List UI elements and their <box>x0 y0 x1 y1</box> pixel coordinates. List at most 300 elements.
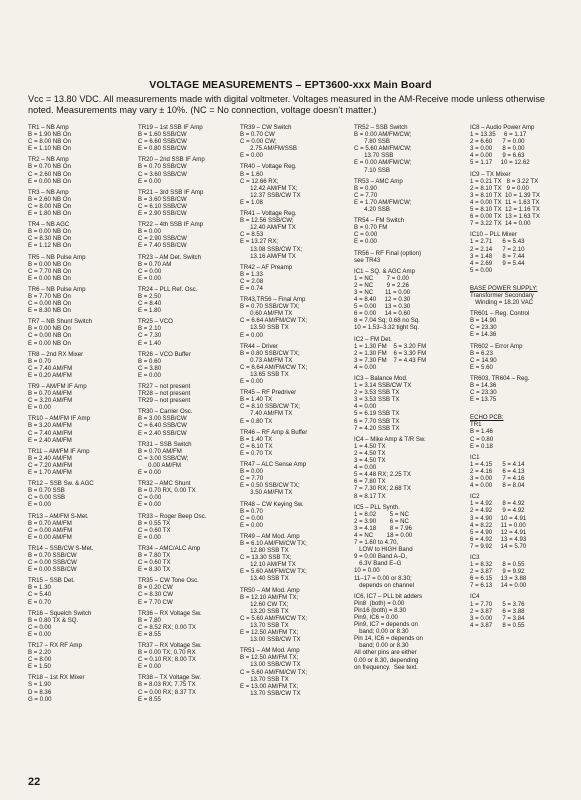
entry-title: TR10 – AM/FM IF Amp <box>28 415 90 423</box>
entry-line: Pin 14, IC6 = depends on <box>354 635 423 643</box>
entry-line: 3 = 0.00 7 = 4.16 <box>470 475 525 483</box>
entry-line: 4 = 8.22 11 = 0.00 <box>470 521 526 529</box>
entry-line: 6 = 7.70 SSB TX <box>354 417 400 425</box>
entry-title: IC2 – FM Det. <box>354 335 392 343</box>
measurement-entry <box>28 545 94 573</box>
measurement-entry <box>470 454 540 489</box>
entry-line: 2 = 8.10 TX 9 = 0.00 <box>470 184 529 192</box>
entry-line: 12.60 CW TX; <box>240 600 289 608</box>
entry-line: 13.50 SSB TX <box>240 324 289 332</box>
entry-line: C = 6.10 SSB/CW <box>138 202 187 210</box>
entry-line: C = 6.60 SSB/CW <box>138 138 187 146</box>
entry-line: Transformer Secondary <box>470 291 534 299</box>
entry-line: E = 0.00 <box>240 152 263 160</box>
entry-title: TR35 – CW Tone Osc. <box>138 577 199 585</box>
entry-line: E = 13.00 AM/FM TX; <box>240 682 299 690</box>
entry-title: IC3 <box>470 553 480 561</box>
measurement-entry <box>470 310 540 338</box>
entry-line: 4.20 SSB <box>354 206 390 214</box>
entry-line: C = 0.80 <box>470 435 494 443</box>
entry-line: 12.37 SSB/CW TX <box>240 191 301 199</box>
entry-line: 3 = 4.90 10 = 4.91 <box>470 514 527 522</box>
measurement-entry <box>240 647 307 697</box>
measurement-entry <box>138 577 206 605</box>
entry-line: 2 = 4.50 TX <box>354 449 386 457</box>
entry-title: TR14 – SSB/CW S-Met. <box>28 544 94 552</box>
entry-line: 3 = 3.53 SSB TX <box>354 396 400 404</box>
measurement-entry <box>28 480 94 508</box>
entry-line: band; 0.00 or 8.30 <box>354 642 409 650</box>
measurement-entry <box>240 296 307 339</box>
entry-line: 5 = 1.17 10 = 12.62 <box>470 159 530 167</box>
measurement-entry <box>470 414 540 449</box>
entry-line: B = 0.70 AM/FM <box>28 519 72 527</box>
entry-title: TR16 – Squelch Switch <box>28 609 92 617</box>
entry-line: 1 = 0.21 TX 8 = 3.22 TX <box>470 177 539 185</box>
measurement-entry <box>470 124 540 167</box>
section-spacer <box>470 278 540 285</box>
entry-line: B = 14.36 <box>470 382 497 389</box>
entry-line: 13.00 SSB/CW TX <box>240 661 301 669</box>
entry-line: 1 = 8.32 8 = 0.55 <box>470 561 525 569</box>
entry-title: TR36 – RX Voltage Sw. <box>138 609 202 617</box>
entry-line: B = 2.10 <box>138 325 161 333</box>
entry-line: E = 14.36 <box>470 331 497 339</box>
entry-line: 1 = 4.50 TX <box>354 442 386 450</box>
entry-title: TR43,TR56 – Final Amp <box>240 296 306 304</box>
entry-line: E = 7.40 SSB/CW <box>138 242 187 250</box>
entry-line: 4 = 8.40 12 = 0.30 <box>354 296 411 304</box>
entry-line: 4 = 0.00 8 = 8.04 <box>470 482 525 490</box>
entry-title: TR47 – ALC Sense Amp <box>240 461 307 469</box>
entry-line: C = 8.53 <box>240 231 264 239</box>
entry-line: B = 7.80 <box>138 616 161 624</box>
measurement-entry <box>138 351 206 379</box>
entry-line: C = 0.00 AM/FM <box>28 526 73 534</box>
entry-line: B = 0.55 TX <box>138 519 171 527</box>
measurement-entry <box>28 351 94 379</box>
entry-line: E = 0.00 NB On <box>28 339 71 347</box>
measurement-entry <box>470 375 540 403</box>
entry-line: B = 6.10 AM/FM/CW TX; <box>240 539 307 547</box>
entry-line: B = 0.00 AM/FM/CW; <box>354 131 412 139</box>
entry-title: TR33 – Roger Beep Osc. <box>138 512 207 520</box>
entry-line: 10 = 1.53–3.32 tight Sq. <box>354 324 419 332</box>
entry-line: E = 0.00 <box>240 331 263 339</box>
entry-line: B = 1.40 TX <box>240 435 273 443</box>
entry-title: IC5 – PLL Synth. <box>354 503 400 511</box>
entry-line: C = 0.60 TX <box>138 559 171 567</box>
entry-line: B = 3.60 SSB/CW <box>138 195 187 203</box>
entry-line: C = 7.40 AM/FM <box>28 429 73 437</box>
entry-line: C = 3.80 <box>138 364 162 372</box>
entry-title: TR54 – FM Switch <box>354 217 405 225</box>
measurement-entry <box>138 254 206 282</box>
entry-line: 0.73 AM/FM TX <box>240 356 293 364</box>
entry-line: C = 0.00 <box>240 514 264 522</box>
entry-line: Pin16 (both) = 8.30 <box>354 606 407 614</box>
measurement-entry <box>28 156 94 184</box>
entry-title: TR4 – NB AGC <box>28 221 70 229</box>
entry-line: E = 8.55 <box>138 695 161 703</box>
entry-line: E = 0.00 <box>28 501 51 509</box>
page-number: 22 <box>28 776 41 788</box>
entry-line: C = 0.00 NB On <box>28 300 72 308</box>
entry-line: B = 12.50 AM/FM TX; <box>240 654 299 662</box>
entry-line: C = 7.70 <box>240 475 264 483</box>
entry-line: C = 8.52 RX; 0.00 TX <box>138 623 196 631</box>
measurement-entry <box>138 674 206 702</box>
entry-line: B = 6.23 <box>470 349 493 357</box>
entry-line: B = 2.40 AM/FM <box>28 454 72 462</box>
measurement-entry <box>354 124 426 174</box>
entry-line: E = 5.60 AM/FM/CW TX; <box>240 568 307 576</box>
entry-line: 6 = 0.00 TX 13 = 1.63 TX <box>470 213 540 221</box>
entry-title: TR46 – RF Amp & Buffer <box>240 428 308 436</box>
entry-line: E = 0.00 <box>138 274 161 282</box>
measurement-entry <box>138 408 206 436</box>
entry-line: E = 0.50 SSB/CW TX; <box>240 482 300 490</box>
entry-line: 10 = 0.00 <box>354 567 380 575</box>
entry-line: E = 0.00 <box>240 521 263 529</box>
measurement-entry <box>28 415 94 443</box>
measurement-entry <box>138 545 206 573</box>
entry-line: C = 8.10 SSB/CW TX; <box>240 403 301 411</box>
measurement-entry <box>138 642 206 670</box>
measurement-entry <box>28 513 94 541</box>
entry-line: C = 8.30 NB On <box>28 235 72 243</box>
entry-line: 8 = 7.04 Sq; 0.68 no Sq. <box>354 317 420 325</box>
column-1 <box>28 124 94 707</box>
measurement-entry <box>354 250 426 264</box>
entry-line: 1 = 8.02 5 = NC <box>354 510 409 518</box>
entry-line: E = 0.70 <box>28 598 51 606</box>
entry-line: C = 3.00 SSB/CW; <box>138 454 189 462</box>
entry-title: IC6, IC7 – PLL bit adders <box>354 592 423 600</box>
entry-line: C = 7.20 AM/FM <box>28 461 73 469</box>
entry-title: TR6 – NB Pulse Amp <box>28 285 86 293</box>
entry-title: TR22 – 4th SSB IF Amp <box>138 221 204 229</box>
entry-line: 13.70 SSB/CW TX <box>240 689 301 697</box>
entry-line: E = 0.00 AM/FM <box>28 533 72 541</box>
entry-line: E = 0.00 <box>138 177 161 185</box>
entry-line: 13.70 SSB <box>354 152 394 160</box>
entry-line: C = 14.90 <box>470 356 497 364</box>
entry-line: 3 = 0.00 7 = 3.84 <box>470 614 525 622</box>
entry-line: C = 7.70 NB On <box>28 267 72 275</box>
entry-line: C = 0.00 <box>28 623 52 631</box>
measurement-entry <box>28 577 94 605</box>
entry-title: IC8 – Audio Power Amp <box>470 124 535 131</box>
entry-line: see TR43 <box>354 256 381 264</box>
entry-line: B = 0.20 CW <box>138 584 173 592</box>
entry-line: 13.08 SSB/CW TX; <box>240 245 303 253</box>
entry-line: E = 0.00 <box>28 630 51 638</box>
entry-line: 5 = 6.19 SSB TX <box>354 410 400 418</box>
entry-line: 7.40 AM/FM TX <box>240 410 293 418</box>
measurement-entry <box>354 504 426 589</box>
entry-title: TR5 – NB Pulse Amp <box>28 253 86 261</box>
entry-line: 3 = 1.48 8 = 7.44 <box>470 252 525 260</box>
measurement-entry <box>354 436 426 500</box>
entry-line: E = 0.80 TX <box>240 417 273 425</box>
entry-line: B = 0.70 SSB <box>28 487 65 495</box>
entry-line: C = 0.00 <box>138 267 162 275</box>
measurement-entry <box>354 336 426 371</box>
entry-line: E = 8.30 TX <box>138 566 171 574</box>
entry-line: E = 1.70 AM/FM/CW; <box>354 198 412 206</box>
column-5 <box>470 124 540 633</box>
measurement-entry <box>470 285 540 306</box>
entry-line: 3 = 4.50 TX <box>354 457 386 465</box>
entry-line: 13.20 SSB TX <box>240 607 289 615</box>
measurement-entry <box>240 533 307 583</box>
entry-line: 1 = 4.92 8 = 4.92 <box>470 500 525 508</box>
measurement-entry <box>138 124 206 152</box>
measurement-entry <box>138 441 206 476</box>
entry-line: 6 = 0.00 14 = 0.60 <box>354 310 411 318</box>
entry-line: B = 0.60 <box>138 357 161 365</box>
entry-line: 3 = NC 11 = 0.00 <box>354 288 411 296</box>
entry-line: E = 1.10 NB On <box>28 145 71 153</box>
entry-line: E = 0.00 AM/FM/CW; <box>354 159 412 167</box>
entry-title: TR21 – 3rd SSB IF Amp <box>138 188 204 196</box>
entry-line: E = 13.75 <box>470 396 497 404</box>
entry-title: TR19 – 1st SSB IF Amp <box>138 124 203 131</box>
entry-line: Winding = 18.20 VAC <box>470 299 534 307</box>
entry-line: B = 0.70 AM <box>138 260 172 268</box>
entry-title: TR49 – AM Mod. Amp <box>240 532 300 540</box>
column-2 <box>138 124 206 707</box>
entry-line: B = 2.20 <box>28 649 51 657</box>
entry-line: E = 0.00 <box>138 501 161 509</box>
entry-line: E = 0.00 <box>138 533 161 541</box>
entry-title: TR18 – 1st RX Mixer <box>28 674 85 682</box>
entry-line: C = 6.64 AM/FM/CW TX; <box>240 317 308 325</box>
measurement-entry <box>138 610 206 638</box>
measurement-entry <box>240 501 307 529</box>
entry-line: B = 0.70 AM/FM <box>28 390 72 398</box>
entry-line: B = 0.00 NB On <box>28 228 71 236</box>
entry-line: C = 8.40 <box>138 300 162 308</box>
entry-title: TR41 – Voltage Reg. <box>240 210 297 218</box>
entry-title: TR20 – 2nd SSB IF Amp <box>138 156 205 164</box>
entry-line: B = 0.70 SSB/CW <box>28 551 77 559</box>
entry-line: E = 0.00 <box>138 663 161 671</box>
measurement-entry <box>240 210 307 260</box>
entry-line: 9 = 0.00 Band A–D, <box>354 553 408 561</box>
entry-line: B = 0.00 <box>138 228 161 236</box>
entry-line: 7 = 6.13 14 = 0.00 <box>470 582 527 590</box>
measurement-entry <box>354 268 426 332</box>
entry-line: 13.70 SSB TX <box>240 675 289 683</box>
entry-title: TR27 – not present <box>138 383 191 390</box>
entry-line: 6 = 6.15 13 = 3.88 <box>470 575 527 583</box>
entry-line: 0.60 AM/FM TX <box>240 310 293 318</box>
entry-line: 0.00 AM/FM <box>138 461 182 469</box>
entry-line: 8 = 8.17 TX <box>354 492 386 500</box>
measurement-entry <box>470 343 540 371</box>
entry-line: E = 8.55 <box>138 630 161 638</box>
entry-title: TR52 – SSB Switch <box>354 124 408 131</box>
measurement-entry <box>240 389 307 424</box>
entry-title: TR34 – AMC/ALC Amp <box>138 544 201 552</box>
entry-line: E = 0.70 TX <box>240 449 273 457</box>
entry-line: 1 = 2.71 6 = 5.43 <box>470 238 525 246</box>
entry-title: TR32 – AMC Shunt <box>138 480 191 488</box>
entry-line: E = 2.40 SSB/CW <box>138 429 187 437</box>
entry-line: E = 0.20 AM/FM <box>28 371 72 379</box>
entry-line: 2 = 3.87 6 = 3.88 <box>470 607 525 615</box>
entry-title: TR53 – AMC Amp <box>354 177 403 185</box>
entry-line: 2 = 1.30 FM 6 = 3.30 FM <box>354 349 427 357</box>
entry-title: TR50 – AM Mod. Amp <box>240 586 300 594</box>
entry-line: C = 0.00 <box>354 231 378 239</box>
entry-line: 2 = NC 9 = 2.26 <box>354 281 409 289</box>
entry-line: C = 8.00 NB On <box>28 202 72 210</box>
measurement-entry <box>138 383 206 404</box>
entry-title: TR38 – TX Voltage Sw. <box>138 674 201 682</box>
measurement-entry <box>240 587 307 644</box>
entry-title: IC10 – PLL Mixer <box>470 231 517 239</box>
entry-line: 5 = 4.90 12 = 4.91 <box>470 528 527 536</box>
measurement-entry <box>138 156 206 184</box>
measurement-entry <box>354 217 426 245</box>
entry-line: C = 0.00 SSB <box>28 494 66 502</box>
entry-line: 2.75 AM/FM/SSB <box>240 145 297 153</box>
entry-line: C = 5.40 <box>28 591 52 599</box>
measurement-entry <box>354 593 426 671</box>
entry-title: IC1 <box>470 453 480 461</box>
entry-line: B = 0.00 <box>240 468 263 476</box>
entry-title: IC4 <box>470 593 480 601</box>
entry-line: C = 6.64 AM/FM/CW TX; <box>240 363 308 371</box>
entry-line: C = 7.40 AM/FM <box>28 364 73 372</box>
entry-line: C = 3.60 SSB/CW <box>138 170 187 178</box>
page-title: VOLTAGE MEASUREMENTS – EPT3600-xxx Main Board <box>149 79 432 91</box>
entry-line: 7 = 1.60 to 4.70, <box>354 539 399 547</box>
entry-title: TR603, TR604 – Reg. <box>470 374 530 382</box>
entry-title: TR40 – Voltage Reg. <box>240 163 297 171</box>
entry-line: C = 0.00 <box>138 494 162 502</box>
entry-line: B = 0.90 <box>354 184 377 192</box>
entry-line: B = 3.20 AM/FM <box>28 422 72 430</box>
entry-line: 12.42 AM/FM TX; <box>240 184 298 192</box>
entry-line: B = 0.70 AM/FM <box>138 447 182 455</box>
entry-line: B = 7.80 TX <box>138 551 171 559</box>
measurement-columns <box>28 124 566 772</box>
measurement-entry <box>138 480 206 508</box>
entry-line: 5 = 4.48 RX; 2.25 TX <box>354 471 411 479</box>
entry-line: E = 2.40 AM/FM <box>28 436 72 444</box>
entry-line: B = 3.00 SSB/CW <box>138 415 187 423</box>
entry-line: E = 1.50 <box>28 663 51 671</box>
entry-line: C = 23.30 <box>470 324 497 332</box>
entry-line: TR1 <box>470 421 482 429</box>
entry-line: B = 14.90 <box>470 317 497 325</box>
entry-line: 4 = 0.00 9 = 6.63 <box>470 152 525 160</box>
measurement-entry <box>28 383 94 411</box>
measurement-entry <box>240 264 307 292</box>
entry-title: TR30 – Carrier Osc. <box>138 408 193 416</box>
entry-line: 1 = 4.15 5 = 4.14 <box>470 460 525 468</box>
entry-line: C = 5.60 AM/FM/CW; <box>354 145 412 153</box>
entry-line: 3 = 7.30 FM 7 = 4.43 FM <box>354 356 427 364</box>
entry-title: TR602 – Error Amp <box>470 342 523 350</box>
measurement-entry <box>354 178 426 213</box>
entry-line: 13.00 SSB/CW TX <box>240 636 301 644</box>
entry-line: C = 5.60 AM/FM/CW TX; <box>240 668 308 676</box>
entry-line: on frequency. See text. <box>354 663 418 671</box>
entry-title: TR39 – CW Switch <box>240 124 292 131</box>
entry-line: 6.3V Band E–G <box>354 560 402 568</box>
entry-line: C = 7.70 <box>354 191 378 199</box>
entry-line: E = 1.08 <box>240 198 263 206</box>
measurement-entry <box>28 221 94 249</box>
entry-line: E = 1.12 NB On <box>28 242 71 250</box>
column-3 <box>240 124 307 701</box>
entry-line: B = 0.70 SSB/CW TX; <box>240 303 300 311</box>
entry-line: C = 0.00 NB On <box>28 332 72 340</box>
entry-title: TR56 – RF Final (option) <box>354 249 422 257</box>
entry-line: B = 12.56 SSB/CW; <box>240 217 294 225</box>
entry-line: 3 = 4.18 8 = 7.96 <box>354 524 412 532</box>
entry-line: E = 0.80 SSB/CW <box>138 145 187 153</box>
entry-line: C = 8.00 <box>28 656 52 664</box>
measurement-entry <box>240 124 307 159</box>
entry-line: E = 0.00 NB On <box>28 177 71 185</box>
entry-line: LOW to HIGH Band <box>354 546 413 554</box>
entry-line: C = 12.66 RX; <box>240 177 279 185</box>
entry-line: 2 = 3.53 SSB TX <box>354 389 400 397</box>
entry-line: C = 3.20 AM/FM <box>28 397 73 405</box>
entry-line: E = 8.30 NB On <box>28 307 71 315</box>
measurement-entry <box>138 221 206 249</box>
entry-line: E = 1.80 NB On <box>28 210 71 218</box>
entry-line: 2 = 4.92 9 = 4.92 <box>470 507 525 515</box>
entry-line: B = 1.40 TX <box>240 396 273 404</box>
entry-line: C = 5.60 AM/FM/CW TX; <box>240 614 308 622</box>
entry-line: 2 = 4.16 6 = 4.13 <box>470 467 525 475</box>
entry-line: E = 13.27 RX; <box>240 238 279 246</box>
entry-line: 13.65 SSB TX <box>240 371 289 378</box>
entry-line: band; 0.00 or 8.30 <box>354 628 409 636</box>
measurement-entry <box>28 642 94 670</box>
intro-paragraph: Vcc = 13.80 VDC. All measurements made with digital voltmeter. Voltages measured in the AM-Receive mode unless otherwise noted. Measurements may vary ± 10%. (NC = No connection, voltage doesn’t matter.) <box>28 94 546 115</box>
measurement-entry <box>470 554 540 589</box>
entry-line: B = 0.70 <box>240 507 263 515</box>
entry-line: B = 12.10 AM/FM TX; <box>240 593 299 601</box>
entry-line: E = 5.60 <box>470 363 493 371</box>
measurement-entry <box>470 231 540 274</box>
entry-line: E = 0.00 <box>138 371 161 379</box>
entry-title: ECHO PCB: <box>470 414 504 422</box>
entry-line: B = 1.33 <box>240 270 263 278</box>
entry-title: TR601 – Reg. Control <box>470 310 530 318</box>
measurement-entry <box>138 318 206 346</box>
entry-line: E = 0.00 <box>354 238 377 246</box>
entry-line: C = 0.60 TX <box>138 526 171 534</box>
entry-line: 12.40 AM/FM TX <box>240 224 296 232</box>
entry-line: S = 1.90 <box>28 681 51 689</box>
entry-title: IC1 – SQ. & AGC Amp <box>354 267 415 275</box>
entry-line: C = 2.90 SSB/CW <box>138 235 187 243</box>
entry-line: 13.40 SSB TX <box>240 575 289 583</box>
entry-line: 3 = 0.00 8 = 0.00 <box>470 145 525 153</box>
entry-line: E = 7.70 CW <box>138 598 173 606</box>
entry-line: 2 = 3.87 9 = 9.92 <box>470 568 525 576</box>
entry-line: C = 2.60 NB On <box>28 170 72 178</box>
